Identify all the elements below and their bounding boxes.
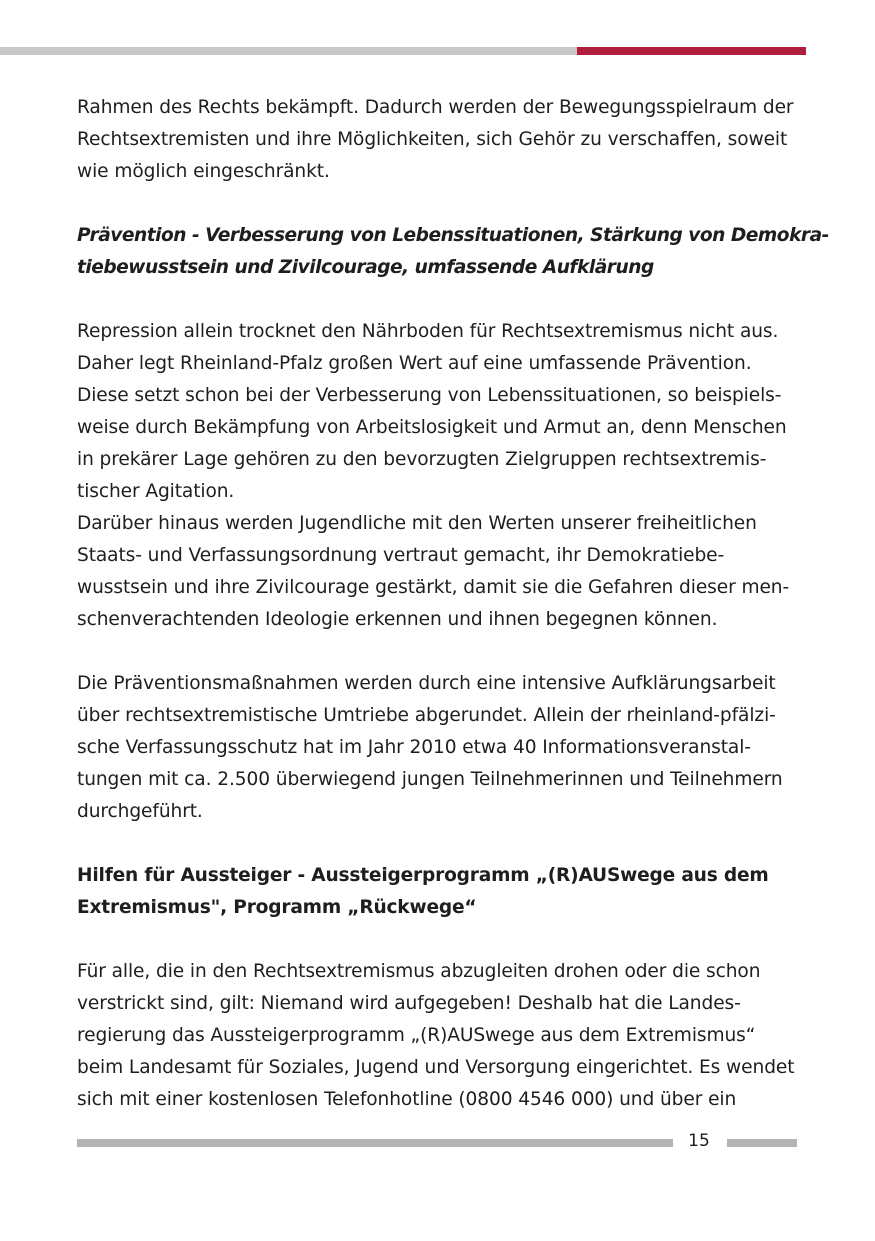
text-line: Die Präventionsmaßnahmen werden durch eine intensive Aufklärungsarbeit [77,673,776,694]
text-line: in prekärer Lage gehören zu den bevorzugten Zielgruppen rechtsextremis- [77,449,767,470]
text-line: Repression allein trocknet den Nährboden für Rechtsextremismus nicht aus. [77,321,779,342]
text-line: durchgeführt. [77,801,203,822]
text-line: über rechtsextremistische Umtriebe abgerundet. Allein der rheinland-pfälzi- [77,705,776,726]
footer-rule-right [727,1139,797,1147]
text-line: Diese setzt schon bei der Verbesserung von Lebenssituationen, so beispiels- [77,385,782,406]
header-rule-accent [577,47,806,55]
header-rule-gray [0,47,577,55]
text-line: Rechtsextremisten und ihre Möglichkeiten, sich Gehör zu verschaffen, soweit [77,129,788,150]
heading-line: Prävention - Verbesserung von Lebenssituationen, Stärkung von Demokra- [77,225,829,246]
text-line: Für alle, die in den Rechtsextremismus abzugleiten drohen oder die schon [77,961,761,982]
text-line: Daher legt Rheinland-Pfalz großen Wert auf eine umfassende Prävention. [77,353,752,374]
repression-paragraph [77,316,807,636]
heading-line: Extremismus", Programm „Rückwege“ [77,897,477,918]
text-line: sche Verfassungsschutz hat im Jahr 2010 etwa 40 Informationsveranstal- [77,737,751,758]
text-line: sich mit einer kostenlosen Telefonhotline (0800 4546 000) und über ein [77,1089,737,1110]
text-line: weise durch Bekämpfung von Arbeitslosigkeit und Armut an, denn Menschen [77,417,787,438]
text-line: schenverachtenden Ideologie erkennen und ihnen begegnen können. [77,609,718,630]
text-line: regierung das Aussteigerprogramm „(R)AUSwege aus dem Extremismus“ [77,1025,756,1046]
text-line: tungen mit ca. 2.500 überwiegend jungen Teilnehmerinnen und Teilnehmern [77,769,783,790]
text-line: Staats- und Verfassungsordnung vertraut gemacht, ihr Demokratiebe- [77,545,725,566]
text-line: Darüber hinaus werden Jugendliche mit den Werten unserer freiheitlichen [77,513,757,534]
page-body [77,92,829,1116]
heading-line: tiebewusstsein und Zivilcourage, umfassende Aufklärung [77,257,654,278]
text-line: verstrickt sind, gilt: Niemand wird aufgegeben! Deshalb hat die Landes- [77,993,741,1014]
intro-paragraph [77,92,807,188]
page-number: 15 [688,1131,710,1151]
text-line: wie möglich eingeschränkt. [77,161,330,182]
section-heading-aussteiger [77,860,807,924]
section-heading-praevention [77,220,829,284]
text-line: beim Landesamt für Soziales, Jugend und Versorgung eingerichtet. Es wendet [77,1057,795,1078]
text-line: wusstsein und ihre Zivilcourage gestärkt, damit sie die Gefahren dieser men- [77,577,790,598]
massnahmen-paragraph [77,668,807,828]
footer-rule-left [77,1139,673,1147]
text-line: Rahmen des Rechts bekämpft. Dadurch werden der Bewegungsspielraum der [77,97,794,118]
aussteiger-paragraph [77,956,807,1116]
heading-line: Hilfen für Aussteiger - Aussteigerprogramm „(R)AUSwege aus dem [77,865,769,886]
text-line: tischer Agitation. [77,481,235,502]
